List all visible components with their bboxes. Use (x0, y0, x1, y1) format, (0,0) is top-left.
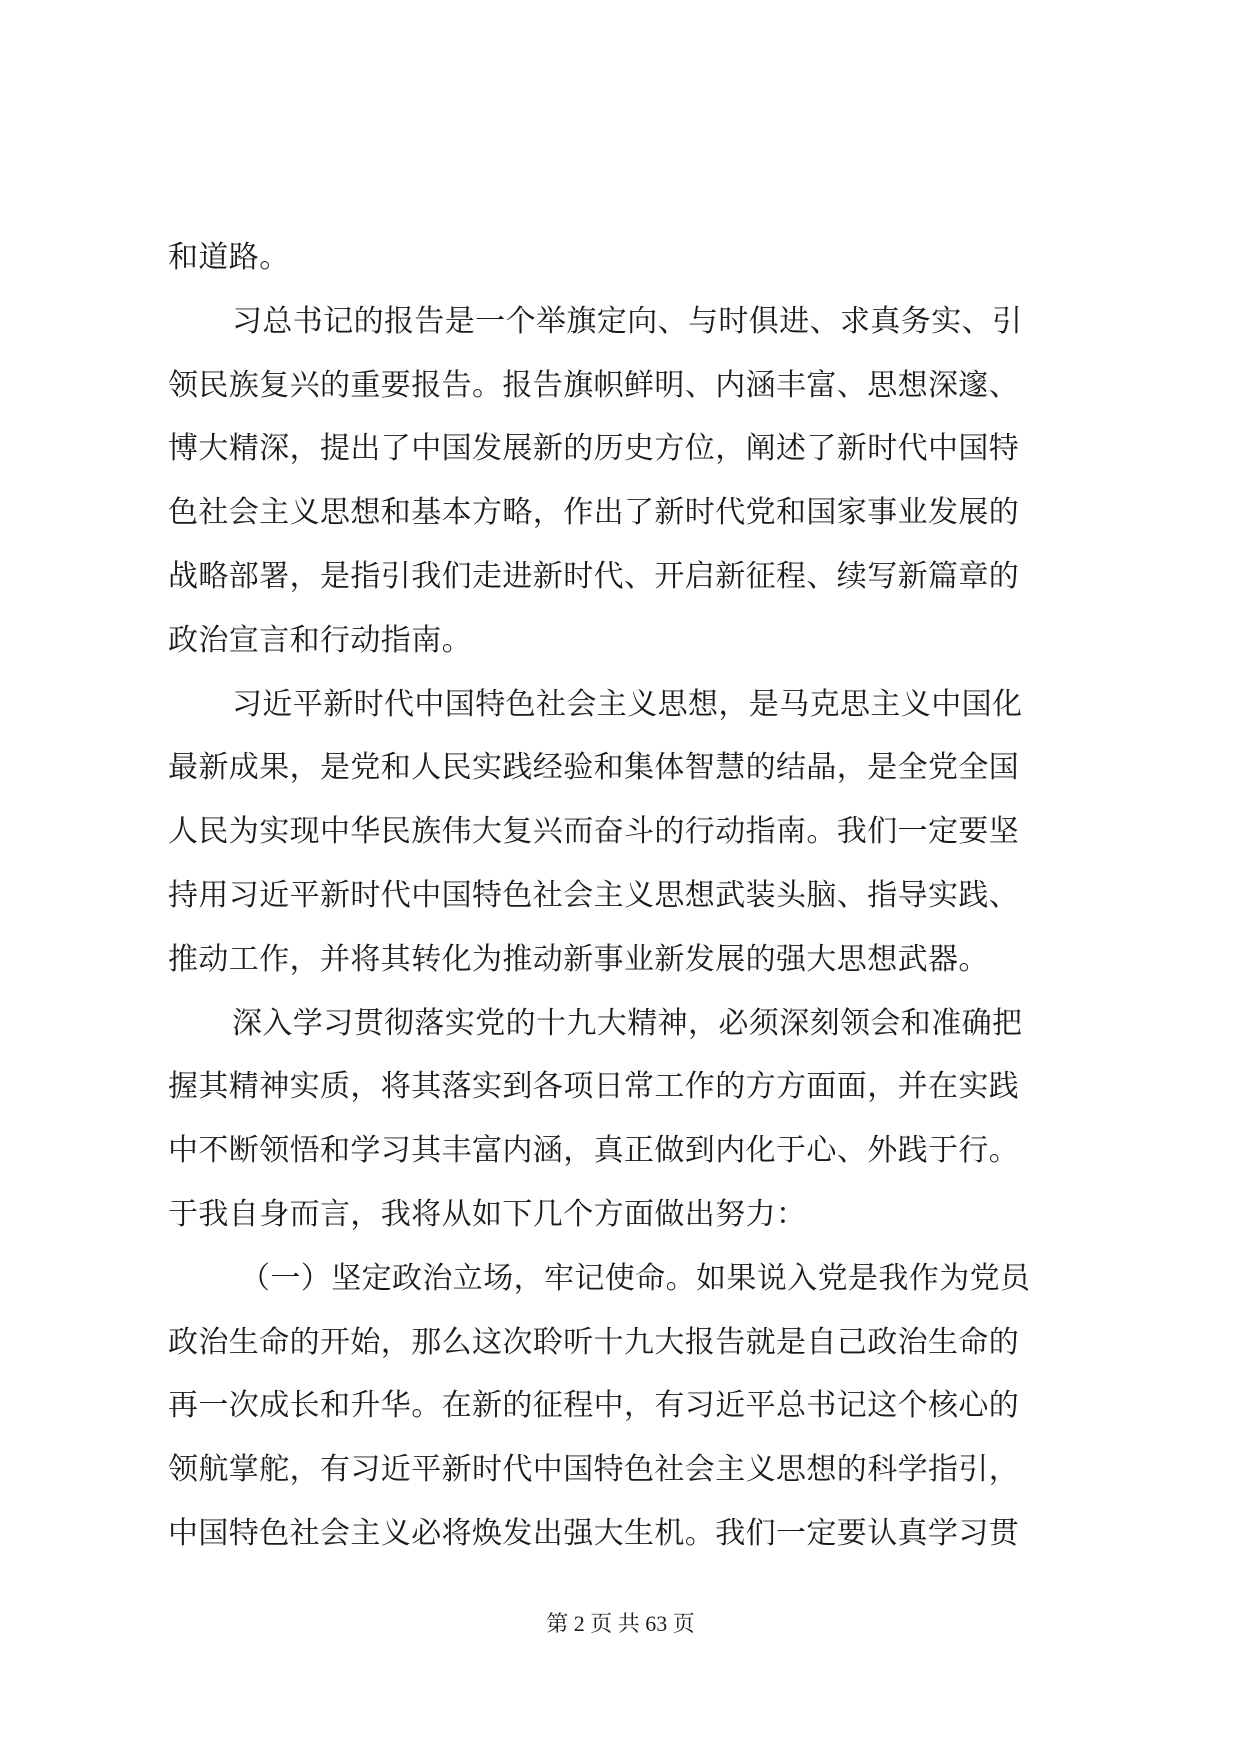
body-text (168, 226, 1078, 1566)
text-line: 持用习近平新时代中国特色社会主义思想武装头脑、指导实践、 (168, 877, 1020, 913)
text-line: 中国特色社会主义必将焕发出强大生机。我们一定要认真学习贯 (168, 1515, 1020, 1551)
text-line: 人民为实现中华民族伟大复兴而奋斗的行动指南。我们一定要坚 (168, 814, 1020, 850)
paragraph-start-line: 习总书记的报告是一个举旗定向、与时俱进、求真务实、引 (232, 303, 1023, 339)
text-line: 和道路。 (168, 240, 290, 275)
text-line: 战略部署，是指引我们走进新时代、开启新征程、续写新篇章的 (168, 558, 1020, 594)
text-line: 握其精神实质，将其落实到各项日常工作的方方面面，并在实践 (168, 1069, 1020, 1105)
paragraph-start-line: （一）坚定政治立场，牢记使命。如果说入党是我作为党员 (240, 1260, 1031, 1296)
text-line: 推动工作，并将其转化为推动新事业新发展的强大思想武器。 (168, 941, 989, 977)
paragraph-start-line: 深入学习贯彻落实党的十九大精神，必须深刻领会和准确把 (232, 1005, 1023, 1041)
paragraph-start-line: 习近平新时代中国特色社会主义思想，是马克思主义中国化 (232, 686, 1023, 722)
page-number-footer: 第 2 页 共 63 页 (546, 1611, 695, 1636)
text-line: 政治宣言和行动指南。 (168, 622, 472, 658)
text-line: 最新成果，是党和人民实践经验和集体智慧的结晶，是全党全国 (168, 750, 1020, 786)
text-line: 领民族复兴的重要报告。报告旗帜鲜明、内涵丰富、思想深邃、 (168, 367, 1020, 403)
text-line: 于我自身而言，我将从如下几个方面做出努力： (168, 1196, 807, 1232)
text-line: 领航掌舵，有习近平新时代中国特色社会主义思想的科学指引， (168, 1452, 1020, 1488)
text-line: 博大精深，提出了中国发展新的历史方位，阐述了新时代中国特 (168, 431, 1020, 467)
text-line: 色社会主义思想和基本方略，作出了新时代党和国家事业发展的 (168, 495, 1020, 531)
text-line: 再一次成长和升华。在新的征程中，有习近平总书记这个核心的 (168, 1388, 1020, 1424)
text-line: 中不断领悟和学习其丰富内涵，真正做到内化于心、外践于行。 (168, 1133, 1020, 1169)
text-line: 政治生命的开始，那么这次聆听十九大报告就是自己政治生命的 (168, 1324, 1020, 1360)
